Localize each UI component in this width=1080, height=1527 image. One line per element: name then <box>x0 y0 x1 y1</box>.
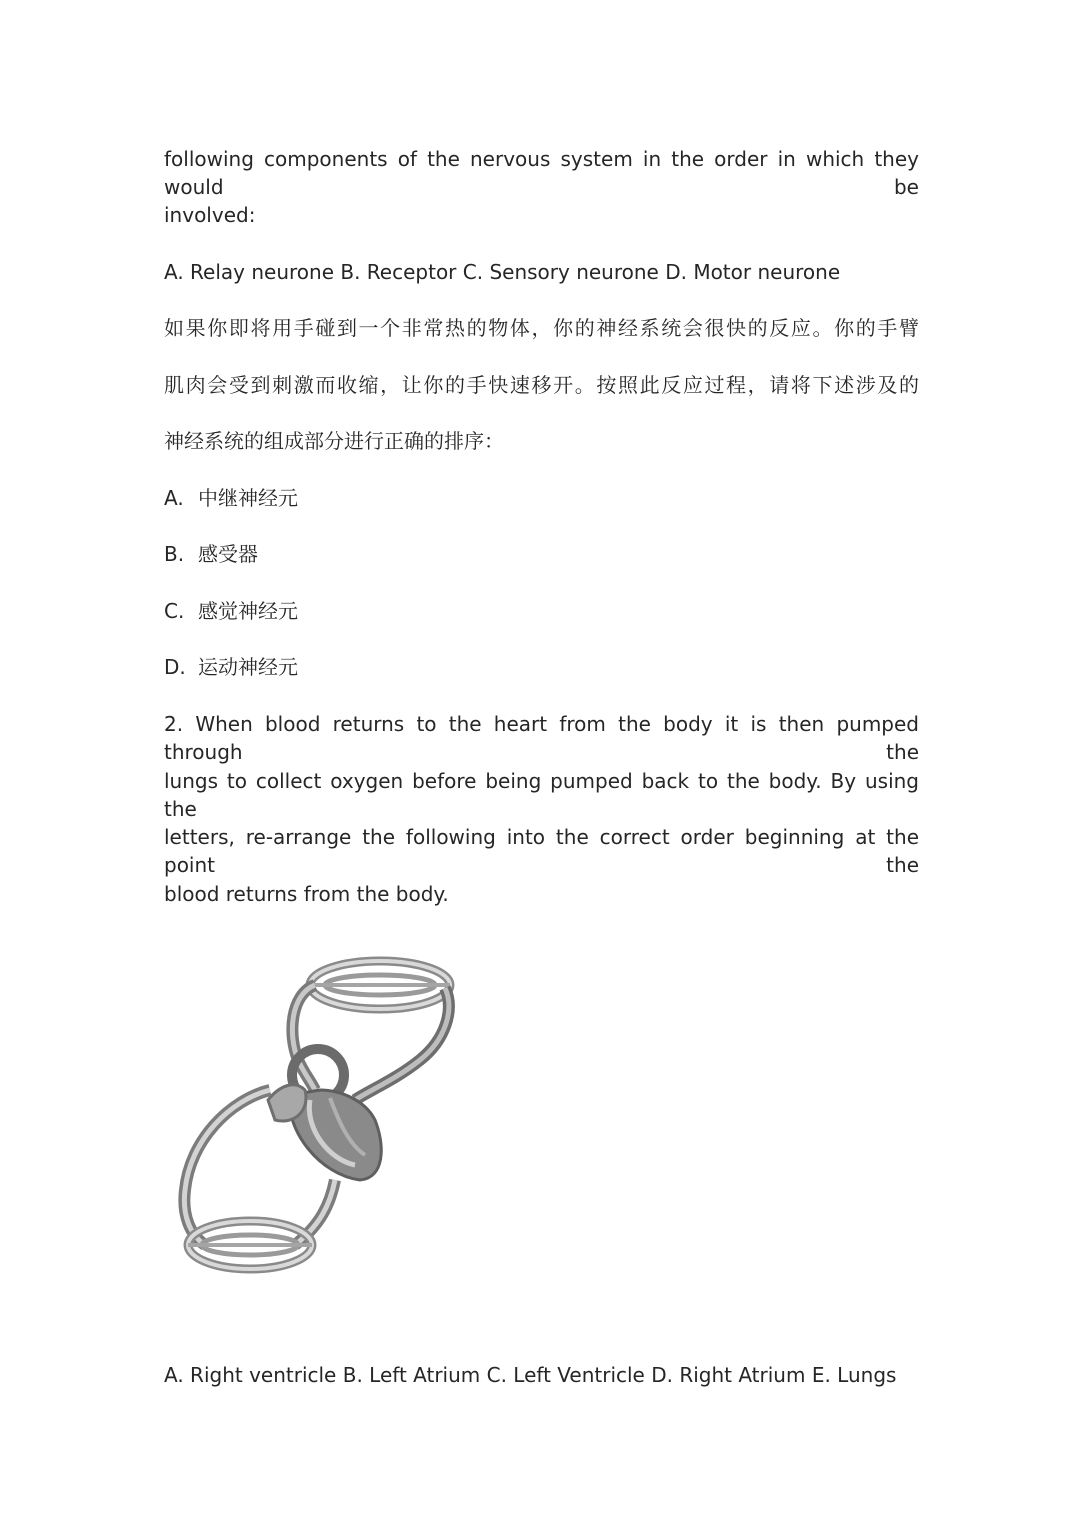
q1-option-d <box>164 653 298 681</box>
upper-capillary-bed <box>310 961 450 1009</box>
option-text: 感觉神经元 <box>198 599 298 623</box>
option-letter: A. <box>164 486 184 510</box>
q2-text-line-4: blood returns from the body. <box>164 882 449 906</box>
lower-capillary-bed <box>188 1221 312 1269</box>
q1-options-en: A. Relay neurone B. Receptor C. Sensory neurone D. Motor neurone <box>164 260 841 284</box>
q1-option-c <box>164 597 298 625</box>
option-letter: B. <box>164 542 185 566</box>
q2-text-line-3: letters, re-arrange the following into the correct order beginning at the point the <box>164 825 919 877</box>
option-text: 中继神经元 <box>198 486 298 510</box>
q2-options: A. Right ventricle B. Left Atrium C. Left Ventricle D. Right Atrium E. Lungs <box>164 1363 897 1387</box>
option-text: 运动神经元 <box>198 655 298 679</box>
q1-cn-line-1: 如果你即将用手碰到一个非常热的物体，你的神经系统会很快的反应。你的手臂 <box>164 316 919 340</box>
q1-text-line-2: involved: <box>164 203 256 227</box>
q1-cn-line-3: 神经系统的组成部分进行正确的排序： <box>164 429 504 453</box>
heart <box>268 1049 381 1180</box>
q1-text-line-1: following components of the nervous system in the order in which they would be <box>164 147 919 199</box>
circulation-diagram <box>170 950 470 1280</box>
q1-cn-line-2: 肌肉会受到刺激而收缩，让你的手快速移开。按照此反应过程，请将下述涉及的 <box>164 373 919 397</box>
q2-text-line-1: 2. When blood returns to the heart from the body it is then pumped through the <box>164 712 919 764</box>
option-letter: D. <box>164 655 186 679</box>
option-text: 感受器 <box>198 542 258 566</box>
option-letter: C. <box>164 599 185 623</box>
q2-text-line-2: lungs to collect oxygen before being pumped back to the body. By using the <box>164 769 919 821</box>
q1-option-a <box>164 484 298 512</box>
q1-option-b <box>164 540 258 568</box>
